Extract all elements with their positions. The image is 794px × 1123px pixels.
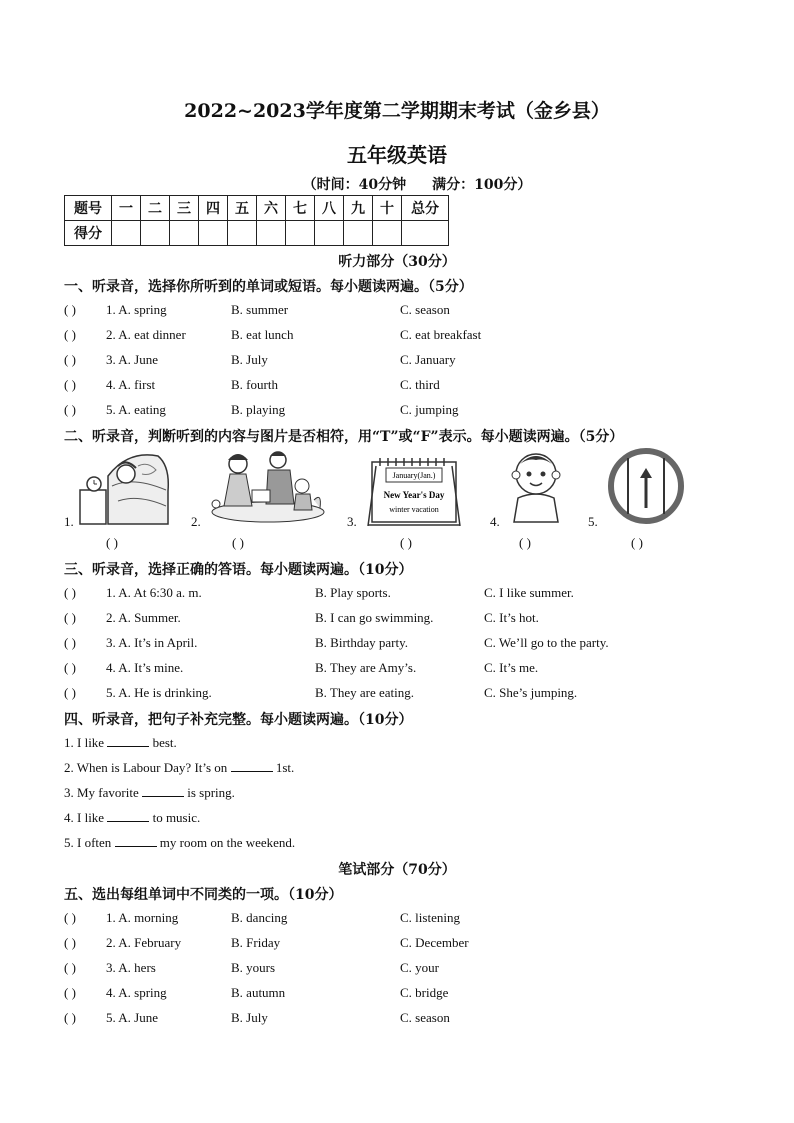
- sentence-text: [64, 835, 295, 851]
- score-input-cell[interactable]: [373, 221, 402, 246]
- option-c: C. bridge: [400, 985, 449, 1000]
- option-b: B. playing: [231, 402, 286, 417]
- option-b: B. summer: [231, 302, 289, 317]
- answer-blank[interactable]: [115, 835, 157, 847]
- score-table-header-row: [65, 196, 449, 221]
- answer-paren[interactable]: ( ): [64, 635, 76, 650]
- option-c: C. season: [400, 1010, 450, 1025]
- option-a: 4. A. first: [106, 377, 156, 392]
- sleeping-child-picture: [78, 446, 170, 526]
- option-c: C. She’s jumping.: [484, 685, 578, 700]
- score-cell: 九: [344, 196, 373, 221]
- exam-title: 2022~2023学年度第二学期期末考试（金乡县）: [184, 100, 610, 122]
- calendar-note: winter vacation: [389, 505, 439, 514]
- option-b: B. Play sports.: [315, 585, 391, 600]
- score-cell: 六: [257, 196, 286, 221]
- listening-section-header: 听力部分（30分）: [338, 254, 456, 270]
- option-b: B. July: [231, 1010, 268, 1025]
- option-b: B. yours: [231, 960, 276, 975]
- answer-paren[interactable]: ( ): [64, 935, 76, 950]
- score-input-cell[interactable]: [170, 221, 199, 246]
- option-a: 1. A. morning: [106, 910, 179, 925]
- answer-blank[interactable]: [231, 760, 273, 772]
- answer-blank[interactable]: [142, 785, 184, 797]
- option-c: C. We’ll go to the party.: [484, 635, 609, 650]
- option-c: C. jumping: [400, 402, 459, 417]
- option-b: B. I can go swimming.: [315, 610, 434, 625]
- score-cell: 四: [199, 196, 228, 221]
- option-c: C. I like summer.: [484, 585, 574, 600]
- picture-number: 3.: [347, 514, 357, 529]
- option-c: C. listening: [400, 910, 460, 925]
- answer-paren[interactable]: ( ): [64, 402, 76, 417]
- answer-blank[interactable]: [107, 810, 149, 822]
- calendar-picture: [366, 446, 462, 526]
- answer-paren[interactable]: ( ): [64, 1010, 76, 1025]
- exam-time: （时间：40分钟: [302, 177, 407, 193]
- score-table: [64, 195, 449, 246]
- option-a: 2. A. Summer.: [106, 610, 181, 625]
- score-cell: 二: [141, 196, 170, 221]
- option-b: B. fourth: [231, 377, 278, 392]
- option-b: B. They are eating.: [315, 685, 415, 700]
- picture-number: 4.: [490, 514, 500, 529]
- calendar-month: January(Jan.): [392, 471, 436, 480]
- answer-paren[interactable]: ( ): [64, 327, 76, 342]
- sentence-end: is spring.: [183, 785, 235, 800]
- option-b: B. Birthday party.: [315, 635, 409, 650]
- writing-section-header: 笔试部分（70分）: [338, 862, 456, 878]
- picture-number: 2.: [191, 514, 201, 529]
- answer-paren[interactable]: ( ): [64, 985, 76, 1000]
- sentence-text: [64, 760, 294, 776]
- sentence-end: to music.: [149, 810, 201, 825]
- answer-blank[interactable]: [107, 735, 149, 747]
- sentence-start: 2. When is Labour Day? It’s on: [64, 760, 231, 775]
- option-a: 1. A. spring: [106, 302, 167, 317]
- answer-paren[interactable]: ( ): [64, 610, 76, 625]
- score-input-cell[interactable]: [112, 221, 141, 246]
- answer-paren[interactable]: ( ): [64, 660, 76, 675]
- picnic-picture: [208, 446, 326, 526]
- option-b: B. eat lunch: [231, 327, 294, 342]
- sentence-end: my room on the weekend.: [156, 835, 296, 850]
- score-cell: 总分: [402, 196, 449, 221]
- sentence-start: 3. My favorite: [64, 785, 142, 800]
- score-input-cell[interactable]: [141, 221, 170, 246]
- option-c: C. third: [400, 377, 440, 392]
- sentence-start: 4. I like: [64, 810, 108, 825]
- sentence-text: [64, 785, 235, 801]
- score-input-cell[interactable]: [315, 221, 344, 246]
- answer-paren[interactable]: ( ): [64, 685, 76, 700]
- answer-paren[interactable]: ( ): [64, 960, 76, 975]
- answer-paren[interactable]: ( ): [106, 535, 118, 550]
- score-input-cell[interactable]: [344, 221, 373, 246]
- exam-full-marks: 满分：100分）: [432, 177, 532, 193]
- option-c: C. your: [400, 960, 439, 975]
- score-table-score-row: [65, 221, 449, 246]
- score-cell: 得分: [65, 221, 112, 246]
- part2-heading: 二、听录音，判断听到的内容与图片是否相符，用“T”或“F”表示。每小题读两遍。（5分）: [64, 429, 624, 445]
- part3-heading: 三、听录音，选择正确的答语。每小题读两遍。（10分）: [64, 562, 413, 578]
- score-cell: 题号: [65, 196, 112, 221]
- answer-paren[interactable]: ( ): [519, 535, 531, 550]
- answer-paren[interactable]: ( ): [64, 352, 76, 367]
- option-a: 2. A. eat dinner: [106, 327, 186, 342]
- score-input-cell[interactable]: [199, 221, 228, 246]
- exam-info: [20, 174, 794, 194]
- option-a: 2. A. February: [106, 935, 182, 950]
- option-a: 5. A. He is drinking.: [106, 685, 212, 700]
- part1-heading: 一、听录音，选择你所听到的单词或短语。每小题读两遍。（5分）: [64, 279, 473, 295]
- score-cell: 八: [315, 196, 344, 221]
- score-cell: 一: [112, 196, 141, 221]
- score-input-cell[interactable]: [228, 221, 257, 246]
- picture-number: 1.: [64, 514, 74, 529]
- answer-paren[interactable]: ( ): [64, 910, 76, 925]
- picture-number: 5.: [588, 514, 598, 529]
- option-c: C. January: [400, 352, 456, 367]
- score-cell: 三: [170, 196, 199, 221]
- option-a: 3. A. It’s in April.: [106, 635, 198, 650]
- part5-heading: 五、选出每组单词中不同类的一项。（10分）: [64, 887, 343, 903]
- option-c: C. eat breakfast: [400, 327, 482, 342]
- answer-paren[interactable]: ( ): [64, 585, 76, 600]
- option-a: 5. A. eating: [106, 402, 166, 417]
- option-c: C. It’s me.: [484, 660, 539, 675]
- option-b: B. autumn: [231, 985, 286, 1000]
- answer-paren[interactable]: ( ): [631, 535, 643, 550]
- baby-picture: [508, 446, 564, 526]
- option-a: 3. A. June: [106, 352, 158, 367]
- sentence-text: [64, 810, 200, 826]
- calendar-holiday: New Year's Day: [383, 490, 445, 500]
- score-input-cell[interactable]: [286, 221, 315, 246]
- sentence-start: 1. I like: [64, 735, 108, 750]
- answer-paren[interactable]: ( ): [400, 535, 412, 550]
- sentence-end: 1st.: [272, 760, 295, 775]
- option-a: 3. A. hers: [106, 960, 156, 975]
- option-c: C. It’s hot.: [484, 610, 539, 625]
- score-cell: 五: [228, 196, 257, 221]
- option-c: C. season: [400, 302, 450, 317]
- option-b: B. Friday: [231, 935, 281, 950]
- option-a: 1. A. At 6:30 a. m.: [106, 585, 202, 600]
- score-input-cell[interactable]: [257, 221, 286, 246]
- part4-heading: 四、听录音，把句子补充完整。每小题读两遍。（10分）: [64, 712, 413, 728]
- answer-paren[interactable]: ( ): [64, 377, 76, 392]
- option-c: C. December: [400, 935, 469, 950]
- score-input-cell[interactable]: [402, 221, 449, 246]
- answer-paren[interactable]: ( ): [232, 535, 244, 550]
- option-b: B. July: [231, 352, 268, 367]
- sentence-text: [64, 735, 177, 751]
- option-b: B. They are Amy’s.: [315, 660, 417, 675]
- option-b: B. dancing: [231, 910, 288, 925]
- score-cell: 七: [286, 196, 315, 221]
- option-a: 4. A. spring: [106, 985, 167, 1000]
- exam-subtitle: 五年级英语: [347, 143, 447, 167]
- sentence-start: 5. I often: [64, 835, 115, 850]
- answer-paren[interactable]: ( ): [64, 302, 76, 317]
- option-a: 4. A. It’s mine.: [106, 660, 184, 675]
- sentence-end: best.: [149, 735, 177, 750]
- go-straight-sign-picture: [606, 446, 686, 526]
- score-cell: 十: [373, 196, 402, 221]
- option-a: 5. A. June: [106, 1010, 158, 1025]
